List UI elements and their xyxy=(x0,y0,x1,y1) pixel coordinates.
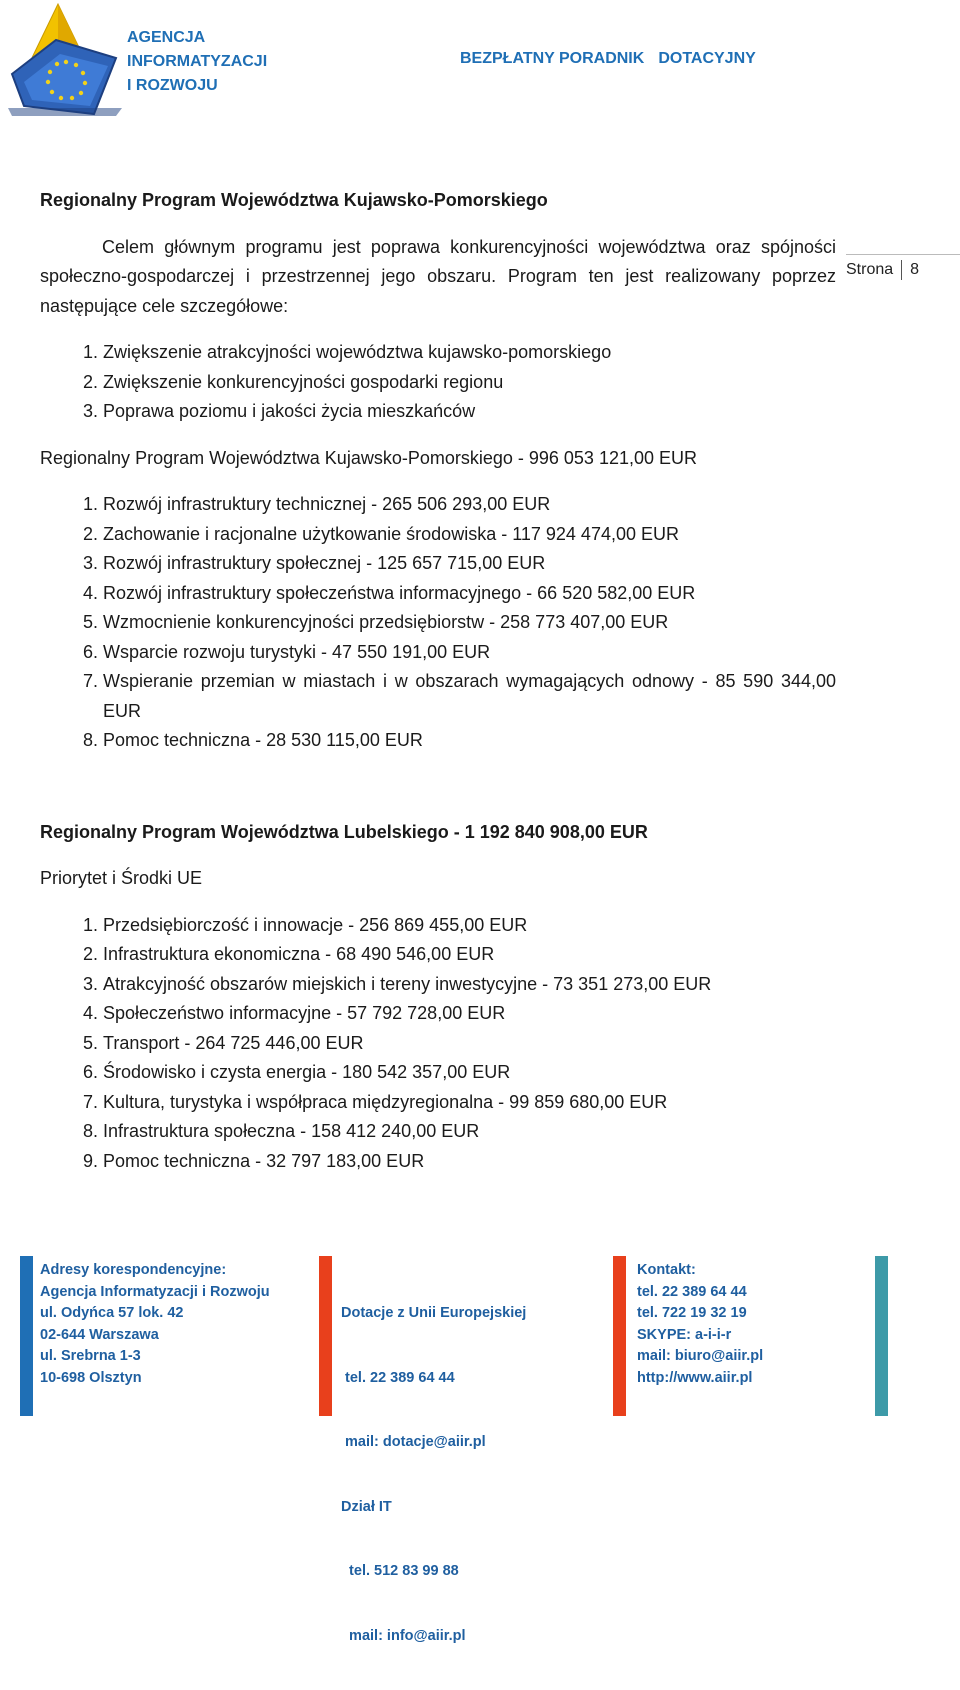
agency-line-3: I ROZWOJU xyxy=(127,77,218,94)
footer-eu-grants xyxy=(341,1260,526,1690)
section1-paragraph: Celem głównym programu jest poprawa konkurencyjności województwa oraz spójności społeczno-gospodarczej i przestrzennej jego obszaru. Program ten jest realizowany poprzez następujące cele szczegółowe: xyxy=(40,236,836,316)
list-item: 1. Rozwój infrastruktury technicznej - 265 506 293,00 EUR xyxy=(103,490,836,520)
list-item: 2. Zwiększenie konkurencyjności gospodarki regionu xyxy=(103,368,836,398)
list-item: 3. Rozwój infrastruktury społecznej - 125 657 715,00 EUR xyxy=(103,549,836,579)
footer-line: Kontakt: xyxy=(637,1262,696,1278)
footer-line: Dział IT xyxy=(341,1498,392,1515)
page-separator xyxy=(901,260,902,280)
page-label: Strona xyxy=(846,261,894,279)
section2-priorities-list xyxy=(40,911,836,1177)
list-item: 2. Zachowanie i racjonalne użytkowanie środowiska - 117 924 474,00 EUR xyxy=(103,520,836,550)
list-item: 9. Pomoc techniczna - 32 797 183,00 EUR xyxy=(103,1147,836,1177)
document-body xyxy=(40,186,836,1176)
footer-line: SKYPE: a-i-i-r xyxy=(637,1326,732,1343)
list-item: 1. Przedsiębiorczość i innowacje - 256 869 455,00 EUR xyxy=(103,911,836,941)
footer-bar-red xyxy=(319,1256,332,1416)
section1-title: Regionalny Program Województwa Kujawsko-Pomorskiego xyxy=(40,190,548,210)
footer-bar-teal xyxy=(875,1256,888,1416)
section1-budget-line: Regionalny Program Województwa Kujawsko-Pomorskiego - 996 053 121,00 EUR xyxy=(40,447,697,468)
page-number-value: 8 xyxy=(910,261,920,279)
agency-name xyxy=(127,26,267,98)
footer-line: Dotacje z Unii Europejskiej xyxy=(341,1305,527,1321)
footer-line: mail: dotacje@aiir.pl xyxy=(341,1434,486,1450)
footer-line: tel. 722 19 32 19 xyxy=(637,1305,747,1321)
tagline-word-2: DOTACYJNY xyxy=(658,50,756,67)
header-tagline xyxy=(460,50,770,68)
agency-line-2: INFORMATYZACJI xyxy=(127,53,268,70)
footer-line: Adresy korespondencyjne: xyxy=(40,1262,227,1278)
section2-subtitle: Priorytet i Środki UE xyxy=(40,868,203,888)
list-item: 4. Rozwój infrastruktury społeczeństwa informacyjnego - 66 520 582,00 EUR xyxy=(103,579,836,609)
section1-goals-list xyxy=(40,338,836,427)
list-item: 8. Pomoc techniczna - 28 530 115,00 EUR xyxy=(103,726,836,756)
list-item: 4. Społeczeństwo informacyjne - 57 792 728,00 EUR xyxy=(103,999,836,1029)
page-number xyxy=(846,260,919,280)
footer-line: ul. Srebrna 1-3 xyxy=(40,1348,141,1364)
footer-contact xyxy=(637,1260,763,1389)
list-item: 7. Wspieranie przemian w miastach i w obszarach wymagających odnowy - 85 590 344,00 EUR xyxy=(103,667,836,726)
list-item: 3. Atrakcyjność obszarów miejskich i tereny inwestycyjne - 73 351 273,00 EUR xyxy=(103,970,836,1000)
footer-line: 10-698 Olsztyn xyxy=(40,1369,142,1386)
footer-line: ul. Odyńca 57 lok. 42 xyxy=(40,1305,184,1321)
section2-title: Regionalny Program Województwa Lubelskiego - 1 192 840 908,00 EUR xyxy=(40,821,648,842)
page-number-rule xyxy=(846,254,960,255)
footer-line: Agencja Informatyzacji i Rozwoju xyxy=(40,1283,270,1300)
footer xyxy=(0,1256,960,1644)
list-item: 8. Infrastruktura społeczna - 158 412 240,00 EUR xyxy=(103,1117,836,1147)
agency-logo xyxy=(4,2,122,118)
footer-line: http://www.aiir.pl xyxy=(637,1369,753,1386)
footer-addresses xyxy=(40,1260,270,1389)
list-item: 6. Środowisko i czysta energia - 180 542 357,00 EUR xyxy=(103,1058,836,1088)
list-item: 5. Transport - 264 725 446,00 EUR xyxy=(103,1029,836,1059)
list-item: 2. Infrastruktura ekonomiczna - 68 490 546,00 EUR xyxy=(103,940,836,970)
section1-priorities-list xyxy=(40,490,836,756)
list-item: 5. Wzmocnienie konkurencyjności przedsiębiorstw - 258 773 407,00 EUR xyxy=(103,608,836,638)
list-item: 1. Zwiększenie atrakcyjności województwa kujawsko-pomorskiego xyxy=(103,338,836,368)
list-item: 6. Wsparcie rozwoju turystyki - 47 550 191,00 EUR xyxy=(103,638,836,668)
footer-bar-blue xyxy=(20,1256,33,1416)
footer-line: tel. 512 83 99 88 xyxy=(341,1563,459,1579)
footer-line: mail: info@aiir.pl xyxy=(341,1627,466,1644)
tagline-word-1: BEZPŁATNY PORADNIK xyxy=(460,50,645,67)
list-item: 7. Kultura, turystyka i współpraca międzyregionalna - 99 859 680,00 EUR xyxy=(103,1088,836,1118)
list-item: 3. Poprawa poziomu i jakości życia mieszkańców xyxy=(103,397,836,427)
footer-line: 02-644 Warszawa xyxy=(40,1326,159,1343)
footer-line: tel. 22 389 64 44 xyxy=(341,1369,455,1386)
footer-line: mail: biuro@aiir.pl xyxy=(637,1348,764,1364)
footer-bar-red-2 xyxy=(613,1256,626,1416)
agency-line-1: AGENCJA xyxy=(127,29,206,46)
footer-line: tel. 22 389 64 44 xyxy=(637,1283,747,1300)
